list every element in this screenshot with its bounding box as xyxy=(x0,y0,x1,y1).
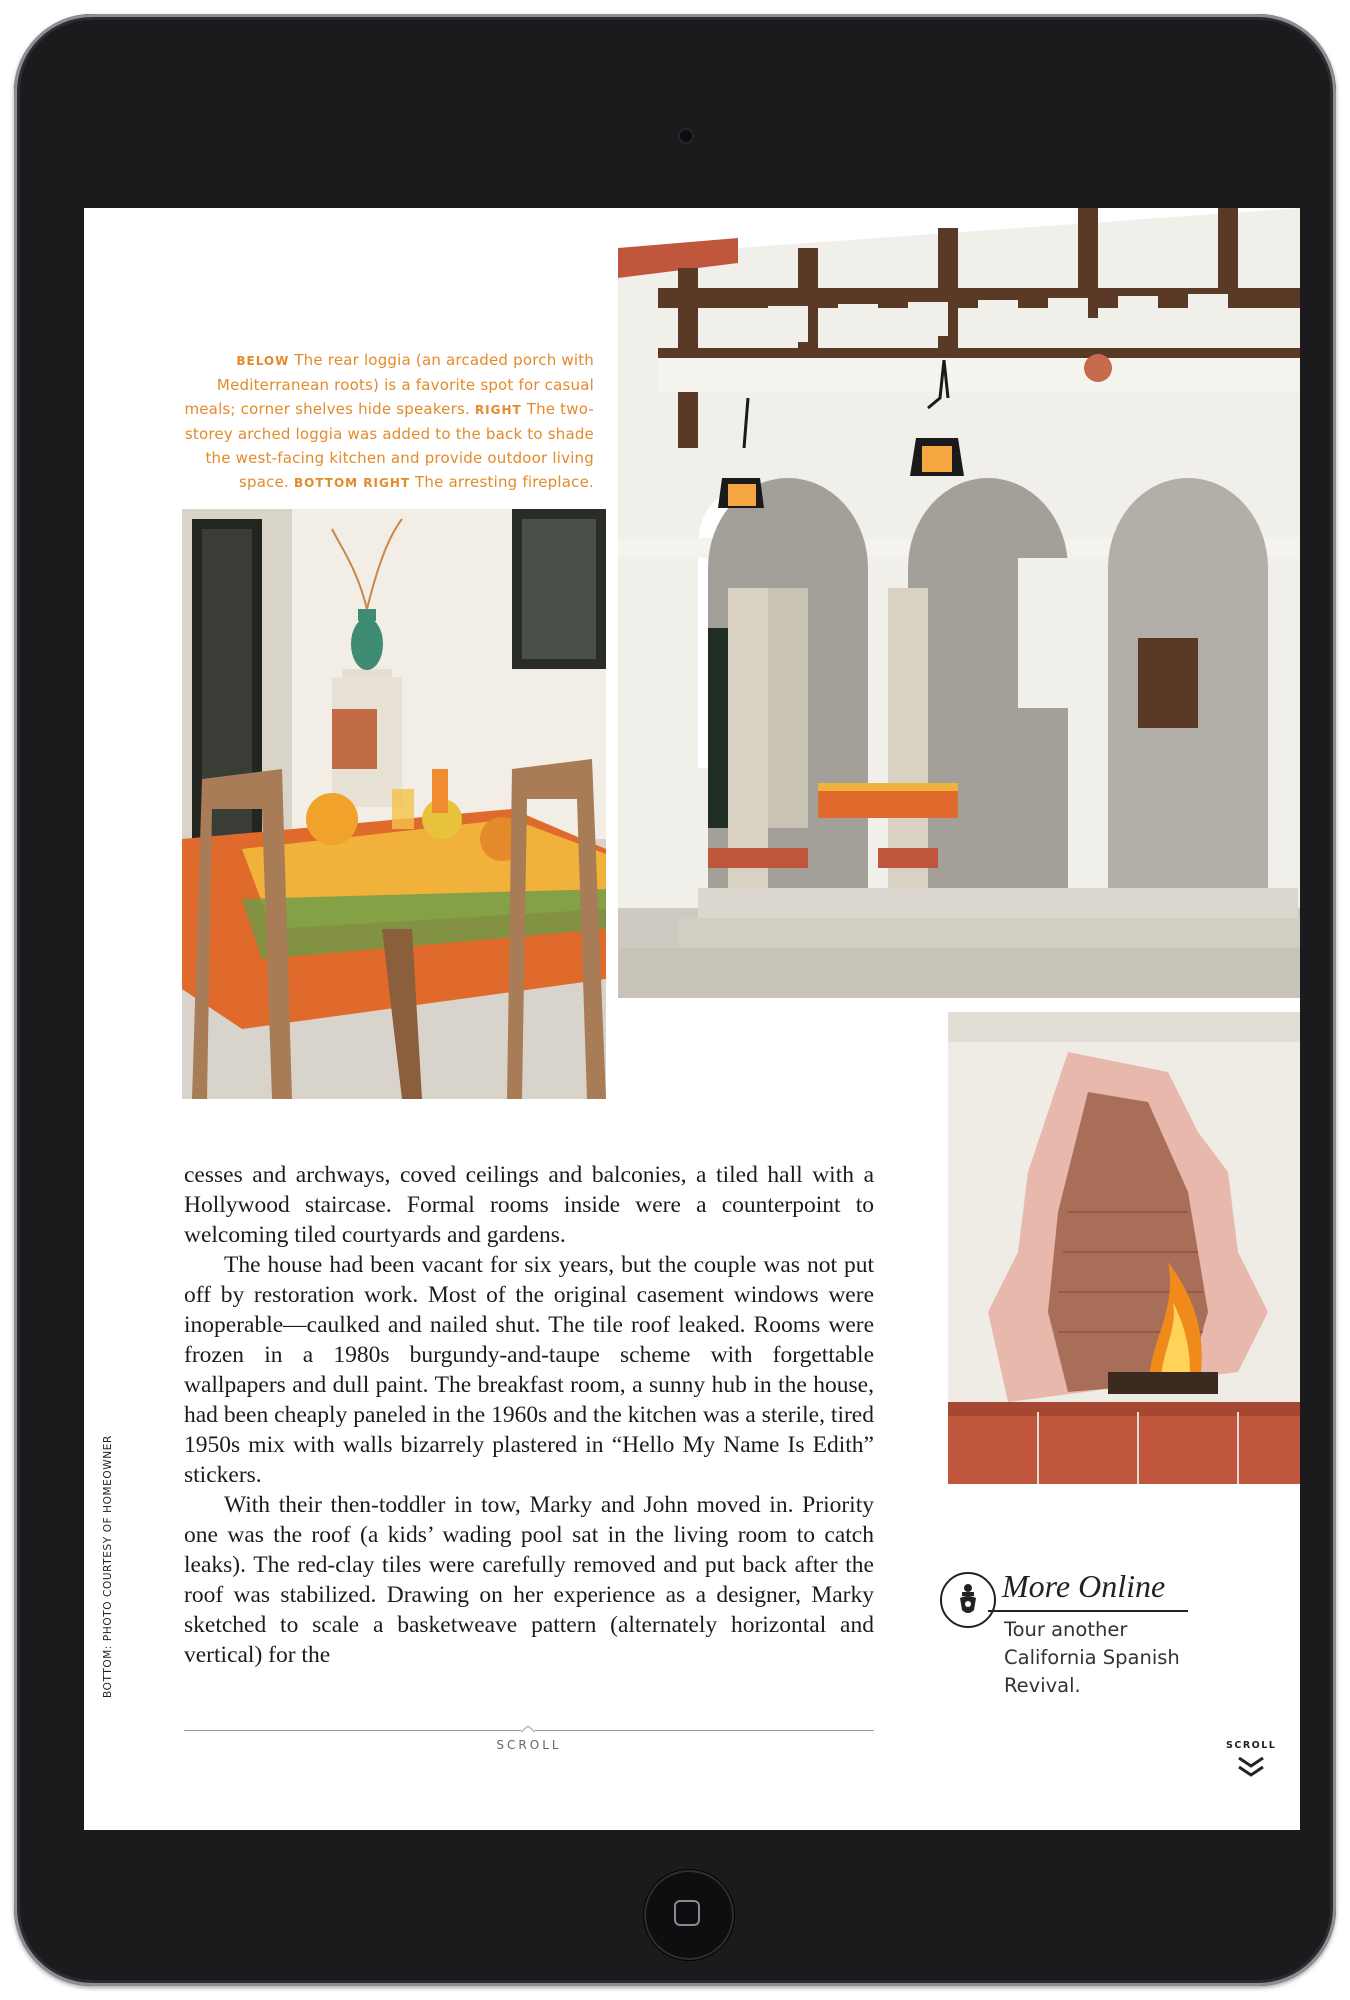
caret-up-icon xyxy=(521,1724,535,1738)
home-button[interactable] xyxy=(644,1870,734,1960)
more-online-rule xyxy=(988,1610,1188,1612)
scroll-indicator-bottom[interactable] xyxy=(184,1722,874,1752)
tablet-device xyxy=(14,14,1336,1986)
scroll-corner-label: SCROLL xyxy=(1226,1740,1277,1751)
caption-text-below: The rear loggia (an arcaded porch with Mediterranean roots) is a favorite spot for casual meals; corner shelves hide speakers. xyxy=(184,351,594,418)
article-body xyxy=(184,1160,874,1670)
scroll-label: SCROLL xyxy=(496,1738,562,1752)
scroll-button-corner[interactable] xyxy=(1226,1740,1276,1790)
photo-arched-loggia xyxy=(618,208,1300,998)
photo-credit: BOTTOM: PHOTO COURTESY OF HOMEOWNER xyxy=(102,1435,114,1698)
photo-fireplace xyxy=(948,1012,1300,1484)
caption-text-bottom-right: The arresting fireplace. xyxy=(410,473,594,491)
magazine-page[interactable] xyxy=(84,208,1300,1830)
home-square-icon xyxy=(674,1900,700,1926)
caption-label-below: BELOW xyxy=(236,354,290,368)
article-paragraph: cesses and archways, coved ceilings and balconies, a tiled hall with a Hollywood staircase. Formal rooms inside were a counterpoint to welcoming tiled courtyards and gardens. xyxy=(184,1162,874,1248)
front-camera xyxy=(680,130,692,142)
article-paragraph: With their then-toddler in tow, Marky and John moved in. Priority one was the roof (a kids’ wading pool sat in the living room to catch leaks). The red-clay tiles were carefully removed and put back after the roof was stabilized. Drawing on her experience as a designer, Marky sketched to scale a basketweave pattern (alternately horizontal and vertical) for the xyxy=(184,1492,874,1668)
door-knocker-icon xyxy=(940,1572,996,1628)
caption-text-right: The two-storey arched loggia was added to the back to shade the west-facing kitchen and provide outdoor living space. xyxy=(184,400,594,491)
photo-caption xyxy=(180,348,594,495)
more-online-link[interactable] xyxy=(940,1568,1220,1697)
article-paragraph: The house had been vacant for six years, but the couple was not put off by restoration work. Most of the original casement windows were inoperable—caulked and nailed shut. The tile roof leaked. Rooms were frozen in a 1980s burgundy-and-taupe scheme with forgettable wallpapers and dull paint. The breakfast room, a sunny hub in the house, had been cheaply paneled in the 1960s and the kitchen was a sterile, tired 1950s mix with walls bizarrely plastered in “Hello My Name Is Edith” stickers. xyxy=(184,1252,874,1488)
more-online-title: More Online xyxy=(1002,1568,1166,1604)
double-chevron-down-icon xyxy=(1236,1755,1266,1779)
photo-dining-loggia xyxy=(182,509,606,1099)
caption-label-bottom-right: BOTTOM RIGHT xyxy=(293,476,411,490)
caption-label-right: RIGHT xyxy=(474,403,522,417)
more-online-text: Tour another California Spanish Revival. xyxy=(1004,1618,1180,1697)
